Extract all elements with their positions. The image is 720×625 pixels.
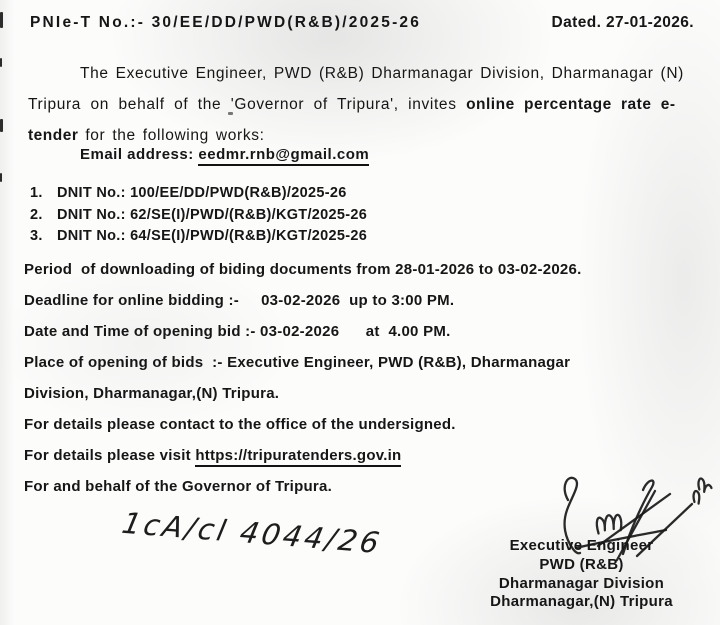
signature-block <box>469 537 694 612</box>
detail-line-opening-bid: Date and Time of opening bid :- 03-02-2026 at 4.00 PM. <box>24 323 451 340</box>
detail-line-visit <box>24 448 700 463</box>
dnit-list <box>30 183 367 248</box>
dnit-item-number: 2. <box>30 206 43 223</box>
signatory-division: Dharmanagar Division <box>498 574 665 592</box>
intro-line-1: The Executive Engineer, PWD (R&B) Dharmanagar Division, Dharmanagar (N) <box>80 65 684 82</box>
email-address: eedmr.rnb@gmail.com <box>198 146 369 166</box>
dnit-item <box>30 205 367 227</box>
date-label: Dated. 27-01-2026. <box>551 14 694 31</box>
document-header <box>30 14 694 32</box>
behalf-line: For and behalf of the Governor of Tripura. <box>24 478 333 495</box>
detail-line-period: Period of downloading of biding documents from 28-01-2026 to 03-02-2026. <box>24 261 582 278</box>
intro-line-2-bold: online percentage rate e- <box>466 96 676 113</box>
signatory-location: Dharmanagar,(N) Tripura <box>490 593 673 611</box>
signatory-dept: PWD (R&B) <box>539 555 624 573</box>
dnit-item-number: 3. <box>30 228 43 244</box>
email-label: Email address: <box>80 146 194 163</box>
email-line <box>80 146 369 163</box>
intro-line-3-regular: for the following works: <box>78 127 265 144</box>
dnit-item-number: 1. <box>30 185 43 201</box>
scan-artifact <box>0 173 2 182</box>
dnit-item-text: DNIT No.: 100/EE/DD/PWD(R&B)/2025-26 <box>57 185 347 201</box>
detail-line-place-continued: Division, Dharmanagar,(N) Tripura. <box>24 385 280 402</box>
dnit-item <box>30 183 367 205</box>
reference-number: PNIe-T No.:- 30/EE/DD/PWD(R&B)/2025-26 <box>30 14 422 31</box>
tender-url: https://tripuratenders.gov.in <box>195 447 401 467</box>
visit-prefix: For details please visit <box>24 447 196 464</box>
handwritten-reference: 1cA/cl 4044/26 <box>119 506 385 560</box>
detail-line-place: Place of opening of bids :- Executive Engineer, PWD (R&B), Dharmanagar <box>24 354 571 371</box>
dnit-item-text: DNIT No.: 62/SE(I)/PWD/(R&B)/KGT/2025-26 <box>57 206 368 223</box>
intro-paragraph <box>28 58 694 151</box>
intro-line-3-bold: tender <box>28 127 79 144</box>
dnit-item-text: DNIT No.: 64/SE(I)/PWD/(R&B)/KGT/2025-26 <box>57 228 368 244</box>
detail-line-contact: For details please contact to the office of the undersigned. <box>24 416 456 433</box>
scan-artifact <box>0 12 3 28</box>
intro-line-2 <box>28 89 694 120</box>
signatory-title: Executive Engineer <box>509 537 654 554</box>
intro-line-2-regular: Tripura on behalf of the 'Governor of Tripura', invites <box>28 96 467 113</box>
scan-artifact <box>0 119 3 132</box>
scan-artifact <box>0 58 2 67</box>
dnit-item <box>30 226 367 248</box>
detail-line-deadline: Deadline for online bidding :- 03-02-2026 up to 3:00 PM. <box>24 292 455 309</box>
